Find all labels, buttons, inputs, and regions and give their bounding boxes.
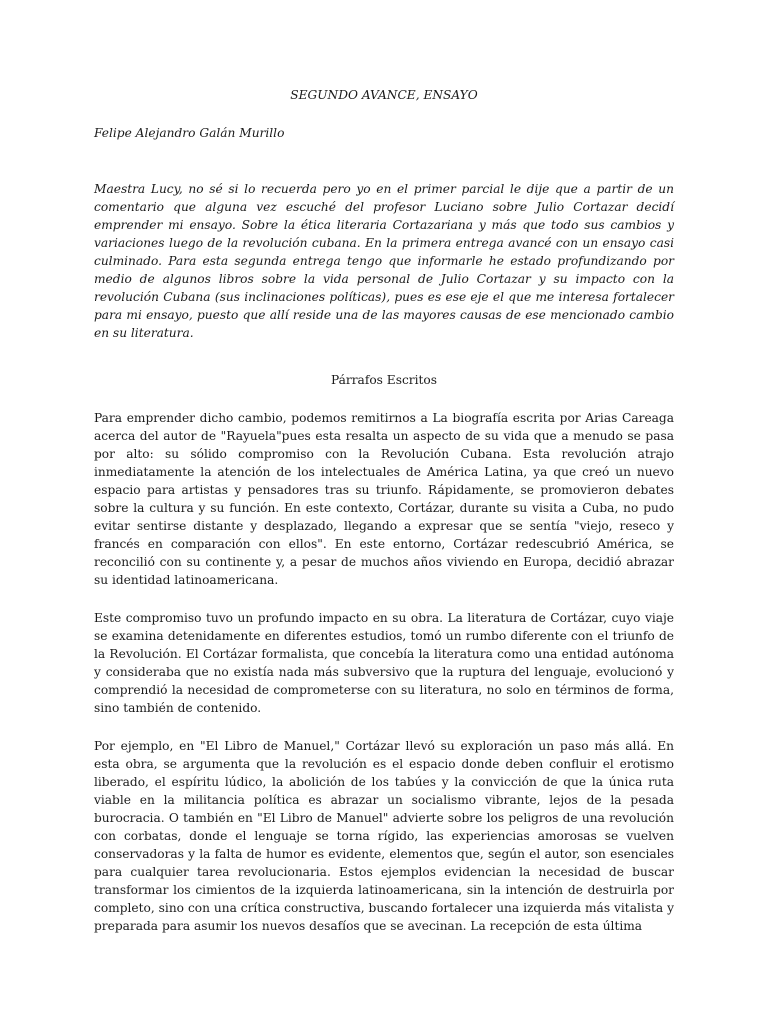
body-paragraph: Para emprender dicho cambio, podemos remitirnos a La biografía escrita por Arias Careaga acerca del autor de "Rayuela"pues esta resalta un aspecto de su vida que a menudo se pasa por alto: su sólido compromiso con la Revolución Cubana. Esta revolución atrajo inmediatamente la atención de los intelectuales de América Latina, ya que creó un nuevo espacio para artistas y pensadores tras su triunfo. Rápidamente, se promovieron debates sobre la cultura y su función. En este contexto, Cortázar, durante su visita a Cuba, no pudo evitar sentirse distante y desplazado, llegando a expresar que se sentía "viejo, reseco y francés en comparación con ellos". En este entorno, Cortázar redescubrió América, se reconcilió con su continente y, a pesar de muchos años viviendo en Europa, decidió abrazar su identidad latinoamericana. <box>94 411 674 587</box>
document-author: Felipe Alejandro Galán Murillo <box>94 126 285 140</box>
body-paragraph: Por ejemplo, en "El Libro de Manuel," Cortázar llevó su exploración un paso más allá. En esta obra, se argumenta que la revolución es el espacio donde deben confluir el erotismo liberado, el espíritu lúdico, la abolición de los tabúes y la convicción de que la única ruta viable en la militancia política es abrazar un socialismo vibrante, lejos de la pesada burocracia. O también en "El Libro de Manuel" advierte sobre los peligros de una revolución con corbatas, donde el lenguaje se torna rígido, las experiencias amorosas se vuelven conservadoras y la falta de humor es evidente, elementos que, según el autor, son esenciales para cualquier tarea revolucionaria. Estos ejemplos evidencian la necesidad de buscar transformar los cimientos de la izquierda latinoamericana, sin la intención de destruirla por completo, sino con una crítica constructiva, buscando fortalecer una izquierda más vitalista y preparada para asumir los nuevos desafíos que se avecinan. La recepción de esta última <box>94 739 674 933</box>
section-heading: Párrafos Escritos <box>330 373 437 387</box>
intro-paragraph: Maestra Lucy, no sé si lo recuerda pero yo en el primer parcial le dije que a partir de un comentario que alguna vez escuché del profesor Luciano sobre Julio Cortazar decidí emprender mi ensayo. Sobre la ética literaria Cortazariana y más que todo sus cambios y variaciones luego de la revolución cubana. En la primera entrega avancé con un ensayo casi culminado. Para esta segunda entrega tengo que informarle he estado profundizando por medio de algunos libros sobre la vida personal de Julio Cortazar y su impacto con la revolución Cubana (sus inclinaciones políticas), pues es ese eje el que me interesa fortalecer para mi ensayo, puesto que allí reside una de las mayores causas de ese mencionado cambio en su literatura. <box>94 182 674 340</box>
body-paragraph: Este compromiso tuvo un profundo impacto en su obra. La literatura de Cortázar, cuyo viaje se examina detenidamente en diferentes estudios, tomó un rumbo diferente con el triunfo de la Revolución. El Cortázar formalista, que concebía la literatura como una entidad autónoma y consideraba que no existía nada más subversivo que la ruptura del lenguaje, evolucionó y comprendió la necesidad de comprometerse con su literatura, no solo en términos de forma, sino también de contenido. <box>94 611 674 715</box>
document-title: SEGUNDO AVANCE, ENSAYO <box>290 88 478 102</box>
